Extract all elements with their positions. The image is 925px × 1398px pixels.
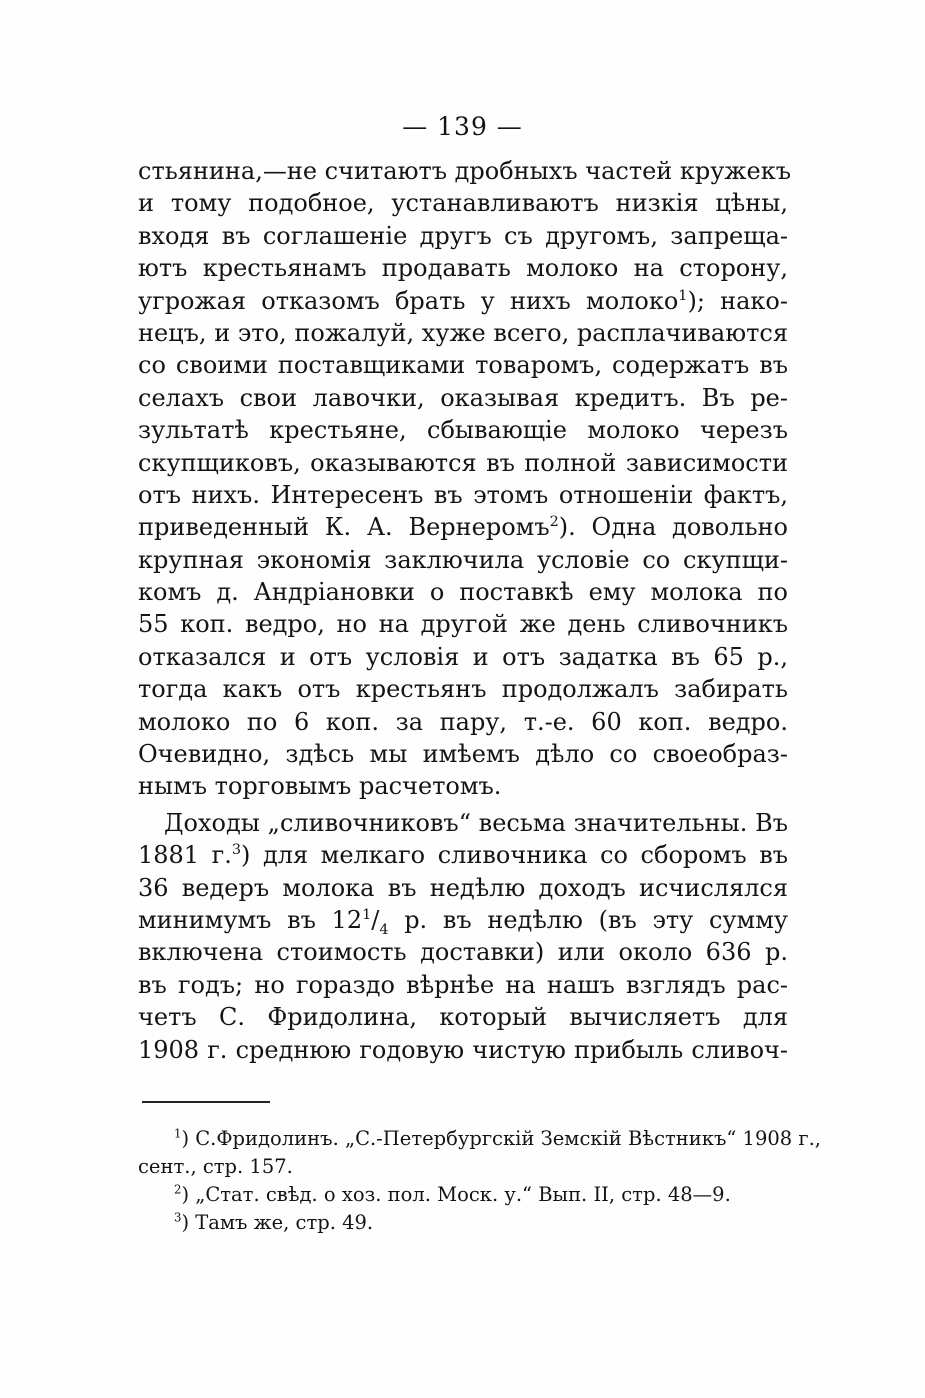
footnote-2: $^2$) „Стат. свѣд. о хоз. пол. Моск. у.“ Вып. II, стр. 48—9. [174, 1182, 731, 1206]
text-line: стьянина,—не считаютъ дробныхъ частей кружекъ [138, 157, 791, 185]
text-line: со своими поставщиками товаромъ, содержатъ въ [138, 351, 788, 380]
text-fragment: ) для мелкаго сливочника со сборомъ въ [241, 841, 788, 870]
text-line: молоко по 6 коп. за пару, т.-е. 60 коп. ведро. [138, 707, 788, 736]
text-line: зультатѣ крестьяне, сбывающіе молоко черезъ [138, 416, 788, 445]
text-fragment: р. въ недѣлю (въ эту сумму [388, 905, 789, 934]
footnote-text: „Стат. свѣд. о хоз. пол. Моск. у.“ Вып. II, стр. 48—9. [195, 1183, 731, 1206]
footnote-1: $^1$) С.Фридолинъ. „С.-Петербургскій Земскій Вѣстникъ“ 1908 г., [174, 1126, 821, 1150]
text-line: ютъ крестьянамъ продавать молоко на сторону, [138, 254, 788, 283]
text-line: Очевидно, здѣсь мы имѣемъ дѣло со своеобраз- [138, 740, 788, 769]
text-line [138, 285, 788, 317]
footnote-mark: 3 [174, 1210, 182, 1225]
text-line [138, 511, 788, 543]
fraction-numerator: 1 [362, 906, 372, 923]
text-line: комъ д. Андріановки о поставкѣ ему молока по [138, 578, 788, 607]
text-fragment: 1881 г. [138, 841, 232, 870]
text-line: и тому подобное, устанавливаютъ низкія цѣны, [138, 189, 788, 218]
footnote-ref-2: 2 [549, 514, 559, 531]
footnote-mark: 2 [174, 1182, 182, 1197]
text-line: 36 ведеръ молока въ недѣлю доходъ исчислялся [138, 873, 788, 902]
text-fragment: минимумъ въ 12 [138, 905, 363, 934]
text-line: Доходы „сливочниковъ“ весьма значительны. Въ [164, 808, 788, 837]
footnote-1-cont: сент., стр. 157. [138, 1155, 293, 1178]
text-line: входя въ соглашеніе другъ съ другомъ, запреща- [138, 221, 788, 250]
footnote-text: Тамъ же, стр. 49. [195, 1211, 374, 1234]
footnote-divider [142, 1101, 270, 1103]
text-line [138, 904, 788, 936]
fraction-slash: / [371, 905, 380, 934]
text-line: въ годъ; но гораздо вѣрнѣе на нашъ взглядъ рас- [138, 970, 788, 999]
footnote-mark: 1 [174, 1126, 182, 1141]
text-line: отъ нихъ. Интересенъ въ этомъ отношеніи фактъ, [138, 480, 788, 509]
text-line: скупщиковъ, оказываются въ полной зависимости [138, 448, 788, 477]
body-text [138, 155, 791, 1066]
text-line: 1908 г. среднюю годовую чистую прибыль сливоч- [138, 1035, 788, 1064]
text-line: четъ С. Фридолина, который вычисляетъ для [138, 1003, 788, 1032]
page-number: — 139 — [402, 112, 523, 141]
footnote-ref-1: 1 [678, 287, 688, 304]
text-line: 55 коп. ведро, но на другой же день сливочникъ [138, 610, 788, 639]
text-fragment: ). Одна довольно [558, 513, 788, 542]
text-line: отказался и отъ условія и отъ задатка въ 65 р., [138, 642, 788, 671]
footnotes [138, 1125, 821, 1237]
text-line: тогда какъ отъ крестьянъ продолжалъ забирать [138, 675, 788, 704]
text-line [138, 839, 788, 871]
text-line: селахъ свои лавочки, оказывая кредитъ. Въ ре- [138, 383, 788, 412]
text-line: нымъ торговымъ расчетомъ. [138, 772, 502, 801]
footnote-3: $^3$) Тамъ же, стр. 49. [174, 1210, 374, 1234]
footnote-text: С.Фридолинъ. „С.-Петербургскій Земскій Вѣстникъ“ 1908 г., [195, 1127, 821, 1150]
text-fragment: угрожая отказомъ брать у нихъ молоко [138, 286, 679, 315]
fraction-denominator: 4 [379, 921, 389, 938]
text-fragment: ); нако- [687, 286, 788, 315]
text-line: нецъ, и это, пожалуй, хуже всего, расплачиваются [138, 318, 788, 347]
text-line: включена стоимость доставки) или около 636 р. [138, 938, 788, 967]
text-fragment: приведенный К. А. Вернеромъ [138, 513, 550, 542]
text-line: крупная экономія заключила условіе со скупщи- [138, 545, 788, 574]
footnote-ref-3: 3 [231, 842, 242, 859]
